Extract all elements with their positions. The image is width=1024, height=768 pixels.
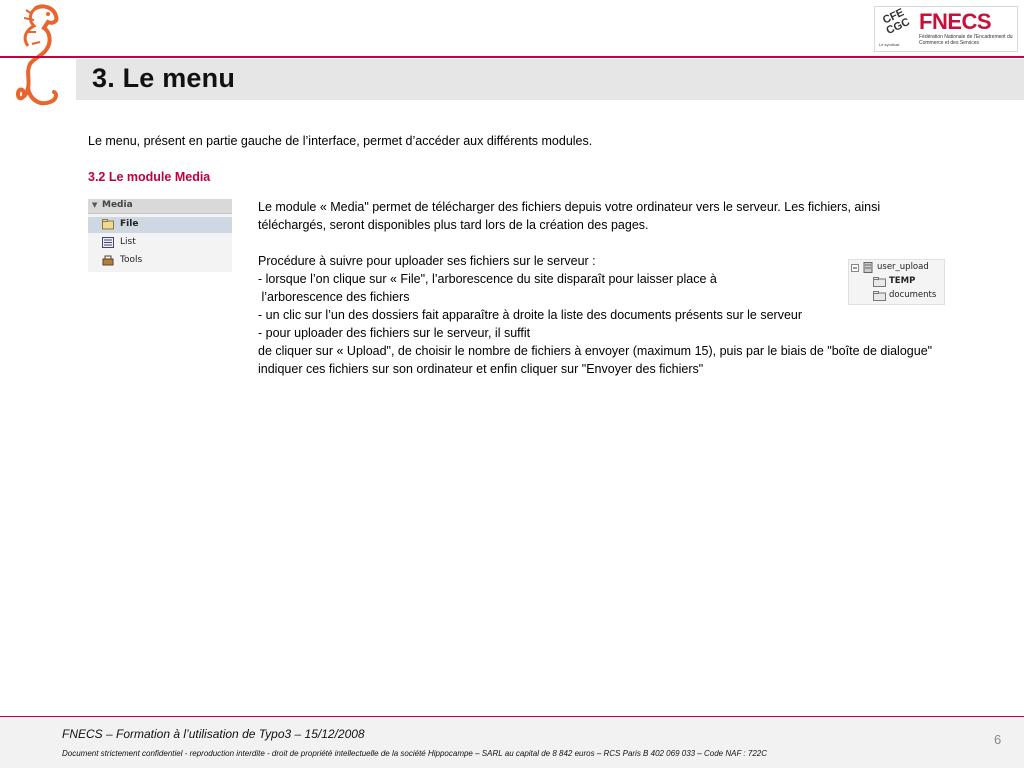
procedure-intro: Procédure à suivre pour uploader ses fichiers sur le serveur : xyxy=(258,254,596,268)
tree-item-temp-label: TEMP xyxy=(889,276,916,286)
fnecs-logo-text: FNECS xyxy=(919,9,992,34)
file-folder-icon xyxy=(102,219,114,230)
logo-tagline: Le syndicat xyxy=(879,42,900,47)
menu-item-file xyxy=(88,217,232,233)
menu-item-tools xyxy=(88,253,232,269)
procedure-step-3-cont: de cliquer sur « Upload", de choisir le nombre de fichiers à envoyer (maximum 15), puis par le biais de "boîte de dialogue" indiquer ces fichiers sur son ordinateur et enfin cliquer sur "Envoyer des fichiers" xyxy=(258,344,933,376)
slide-title: 3. Le menu xyxy=(92,63,236,93)
file-tree-screenshot xyxy=(848,259,945,305)
tree-item-documents-label: documents xyxy=(889,290,937,300)
procedure-step-1-cont: l’arborescence des fichiers xyxy=(258,290,410,304)
procedure-step-3: - pour uploader des fichiers sur le serveur, il suffit xyxy=(258,326,531,340)
menu-item-list-label: List xyxy=(120,237,136,247)
menu-item-file-label: File xyxy=(120,219,139,229)
procedure-step-1: - lorsque l’on clique sur « File", l’arborescence du site disparaît pour laisser place à xyxy=(258,272,717,286)
list-icon xyxy=(102,237,114,248)
tree-root-label: user_upload xyxy=(877,262,929,272)
cfe-cgc-fnecs-logo xyxy=(874,6,1018,52)
media-description: Le module « Media" permet de télécharger des fichiers depuis votre ordinateur vers le serveur. Les fichiers, ainsi téléchargés, seront disponibles plus tard lors de la création des pages. xyxy=(258,200,881,232)
intro-text: Le menu, présent en partie gauche de l’interface, permet d’accéder aux différents modules. xyxy=(88,134,593,148)
header-divider xyxy=(0,56,1024,58)
media-menu-header-label: Media xyxy=(102,200,133,210)
body-text xyxy=(258,198,948,378)
media-menu-screenshot xyxy=(88,199,232,272)
section-subheading: 3.2 Le module Media xyxy=(88,170,211,184)
server-icon xyxy=(862,262,874,273)
title-band xyxy=(76,59,1024,100)
folder-icon xyxy=(873,277,886,287)
procedure-step-2: - un clic sur l’un des dossiers fait apparaître à droite la liste des documents présents sur le serveur xyxy=(258,308,803,322)
footer-legal-notice: Document strictement confidentiel - reproduction interdite - droit de propriété intellectuelle de la société Hippocampe – SARL au capital de 8 842 euros – RCS Paris B 402 069 033 – Code NAF : 722C xyxy=(62,749,767,758)
menu-item-list xyxy=(88,235,232,251)
collapse-minus-icon xyxy=(851,264,859,272)
folder-icon xyxy=(873,291,886,301)
fnecs-logo-subtitle: Fédération Nationale de l'Encadrement du Commerce et des Services xyxy=(919,34,1013,46)
menu-item-tools-label: Tools xyxy=(120,255,143,265)
media-menu-header xyxy=(88,199,232,214)
cfe-cgc-logo-text: CFE CGC xyxy=(880,6,912,38)
collapse-arrow-icon: ▼ xyxy=(92,201,98,209)
footer-band xyxy=(0,717,1024,768)
tools-icon xyxy=(102,255,114,266)
footer-title: FNECS – Formation à l’utilisation de Typo3 – 15/12/2008 xyxy=(62,727,365,741)
page-number: 6 xyxy=(994,732,1002,747)
